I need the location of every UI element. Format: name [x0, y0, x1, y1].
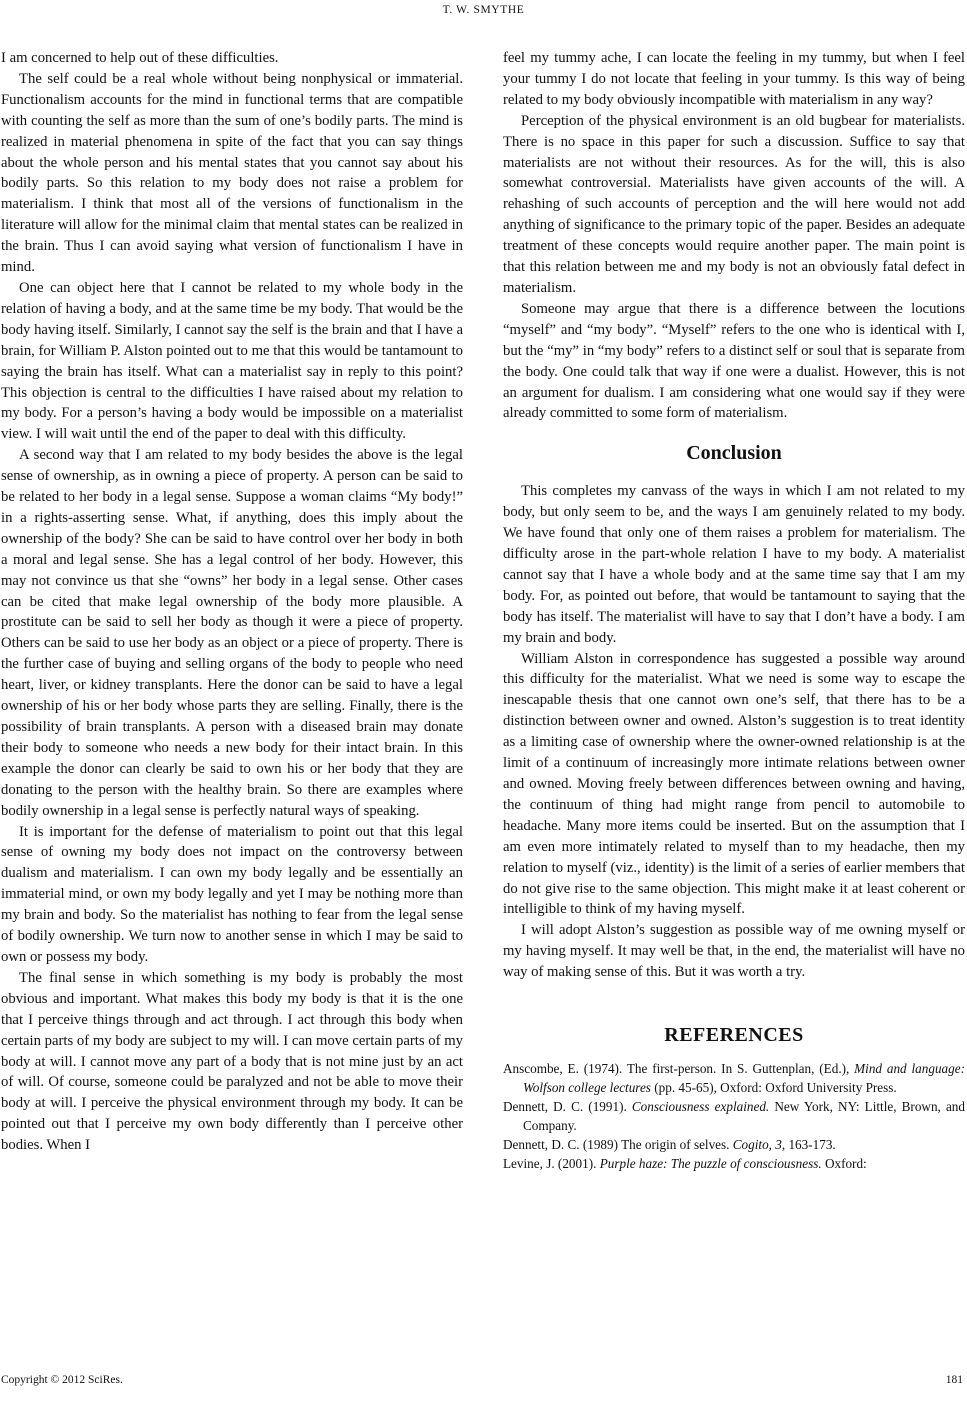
copyright-notice: Copyright © 2012 SciRes.	[1, 1374, 123, 1386]
body-paragraph: It is important for the defense of materialism to point out that this legal sense of owning my body does not impact on the controversy between dualism and materialism. I can own my body legally and be essentially an immaterial mind, or own my body legally and yet I may be nothing more than my brain and body. So the materialist has nothing to fear from the legal sense of bodily ownership. We turn now to another sense in which I may be said to own or possess my body.	[1, 823, 463, 965]
left-column	[1, 48, 463, 1156]
conclusion-heading: Conclusion	[686, 442, 782, 465]
reference-entry: Levine, J. (2001). Purple haze: The puzzle of consciousness. Oxford:	[503, 1156, 867, 1172]
reference-entry: Dennett, D. C. (1991). Consciousness explained. New York, NY: Little, Brown, and Company.	[503, 1099, 965, 1134]
conclusion-paragraph: William Alston in correspondence has suggested a possible way around this difficulty for the materialist. What we need is some way to escape the inescapable thesis that one cannot own one’s self, that there has to be a distinction between owner and owned. Alston’s suggestion is to treat identity as a limiting case of ownership where the owner-owned relationship is at the limit of a continuum of increasingly more intimate relations between owner and owned. Moving freely between differences between owning and having, the continuum of thing had might range from pencil to automobile to headache. Many more items could be inserted. But on the assumption that I am even more intimately related to myself than to my headache, then my relation to myself (viz., identity) is the limit of a series of earlier members that do not give rise to the same objection. This might make it at least coherent or intelligible to think of my having myself.	[503, 650, 965, 918]
body-paragraph: Someone may argue that there is a difference between the locutions “myself” and “my body”. “Myself” refers to the one who is identical with I, but the “my” in “my body” refers to a distinct self or soul that is separate from the body. One could talk that way if one were a dualist. However, this is not an argument for dualism. I am considering what one would say if they were already committed to some form of materialism.	[503, 300, 965, 422]
right-column	[503, 48, 965, 1173]
body-paragraph: One can object here that I cannot be related to my whole body in the relation of having a body, and at the same time be my body. That would be the body having itself. Similarly, I cannot say the self is the brain and that I have a brain, for William P. Alston pointed out to me that this would be tantamount to saying the brain has itself. What can a materialist say in reply to this point? This objection is central to the difficulties I have raised about my relation to my body. For a person’s having a body would be impossible on a materialist view. I will wait until the end of the paper to deal with this difficulty.	[1, 279, 463, 443]
reference-entry: Anscombe, E. (1974). The first-person. In S. Guttenplan, (Ed.), Mind and language: Wolfson college lectures (pp. 45-65), Oxford: Oxford University Press.	[503, 1061, 965, 1096]
conclusion-paragraph: This completes my canvass of the ways in which I am not related to my body, but only seem to be, and the ways I am genuinely related to my body. We have found that only one of them raises a problem for materialism. The difficulty arose in the part-whole relation I have to my body. A materialist cannot say that I have a whole body and at the same time say that I am my body. For, as pointed out before, that would be tantamount to saying that the body has itself. The materialist will have to say that I don’t have a body. I am my brain and body.	[503, 483, 965, 646]
body-paragraph: A second way that I am related to my body besides the above is the legal sense of ownership, as in owning a piece of property. A person can be said to be related to her body in a legal sense. Suppose a woman claims “My body!” in a rights-asserting sense. What, if anything, does this imply about the ownership of the body? She can be said to have control over her body in both a moral and legal sense. She has a legal control of her body. However, this may not convince us that she “owns” her body in a legal sense. Other cases can be cited that make legal ownership of the body more plausible. A prostitute can be said to sell her body as though it were a piece of property. Others can be said to use her body as an object or a piece of property. There is the further case of buying and selling organs of the body to people who need heart, liver, or kidney transplants. Here the donor can be said to have a legal ownership of his or her body whose parts they are selling. Finally, there is the possibility of brain transplants. A person with a diseased brain may donate their body to someone who needs a new body for their intact brain. In this example the donor can clearly be said to own his or her body that they are donating to the person with the healthy brain. So there are examples where bodily ownership in a legal sense is perfectly natural ways of speaking.	[1, 447, 463, 819]
page-number: 181	[945, 1374, 963, 1386]
body-paragraph: feel my tummy ache, I can locate the feeling in my tummy, but when I feel your tummy I do not locate that feeling in your tummy. Is this way of being related to my body obviously incompatible with materialism in any way?	[503, 50, 965, 108]
reference-entry: Dennett, D. C. (1989) The origin of selves. Cogito, 3, 163-173.	[503, 1137, 836, 1153]
body-paragraph: I am concerned to help out of these difficulties.	[1, 50, 279, 66]
running-head: T. W. SMYTHE	[442, 4, 525, 16]
body-paragraph: The final sense in which something is my body is probably the most obvious and important. What makes this body my body is that it is the one that I perceive things through and act through. I act through this body when certain parts of my body are subject to my will. I can move certain parts of my body at will. I cannot move any part of a body that is not mine just by an act of will. Of course, someone could be paralyzed and not be able to move their body at will. I perceive the physical environment through my body. It can be pointed out that I perceive my own body differently than I perceive other bodies. When I	[1, 969, 463, 1154]
references-heading: REFERENCES	[664, 1024, 804, 1047]
body-paragraph: Perception of the physical environment is an old bugbear for materialists. There is no space in this paper for such a discussion. Suffice to say that materialists are not without their resources. As for the will, this is also somewhat controversial. Materialists have given accounts of the will. A rehashing of such accounts of perception and the will here would not add anything of significance to the primary topic of the paper. Besides an adequate treatment of these concepts would require another paper. The main point is that this relation between me and my body is not an obviously fatal defect in materialism.	[503, 112, 965, 296]
conclusion-paragraph: I will adopt Alston’s suggestion as possible way of me owning myself or my having myself. It may well be that, in the end, the materialist will have no way of making sense of this. But it was worth a try.	[503, 922, 965, 981]
body-paragraph: The self could be a real whole without being nonphysical or immaterial. Functionalism accounts for the mind in functional terms that are compatible with counting the self as more than the sum of one’s bodily parts. The mind is realized in material phenomena in spite of the fact that you can say things about the whole person and his mental states that you cannot say about his bodily parts. So this relation to my body does not raise a problem for materialism. I think that most all of the versions of functionalism in the literature will allow for the minimal claim that mental states can be realized in the brain. Thus I can avoid saying what version of functionalism I have in mind.	[1, 70, 463, 276]
